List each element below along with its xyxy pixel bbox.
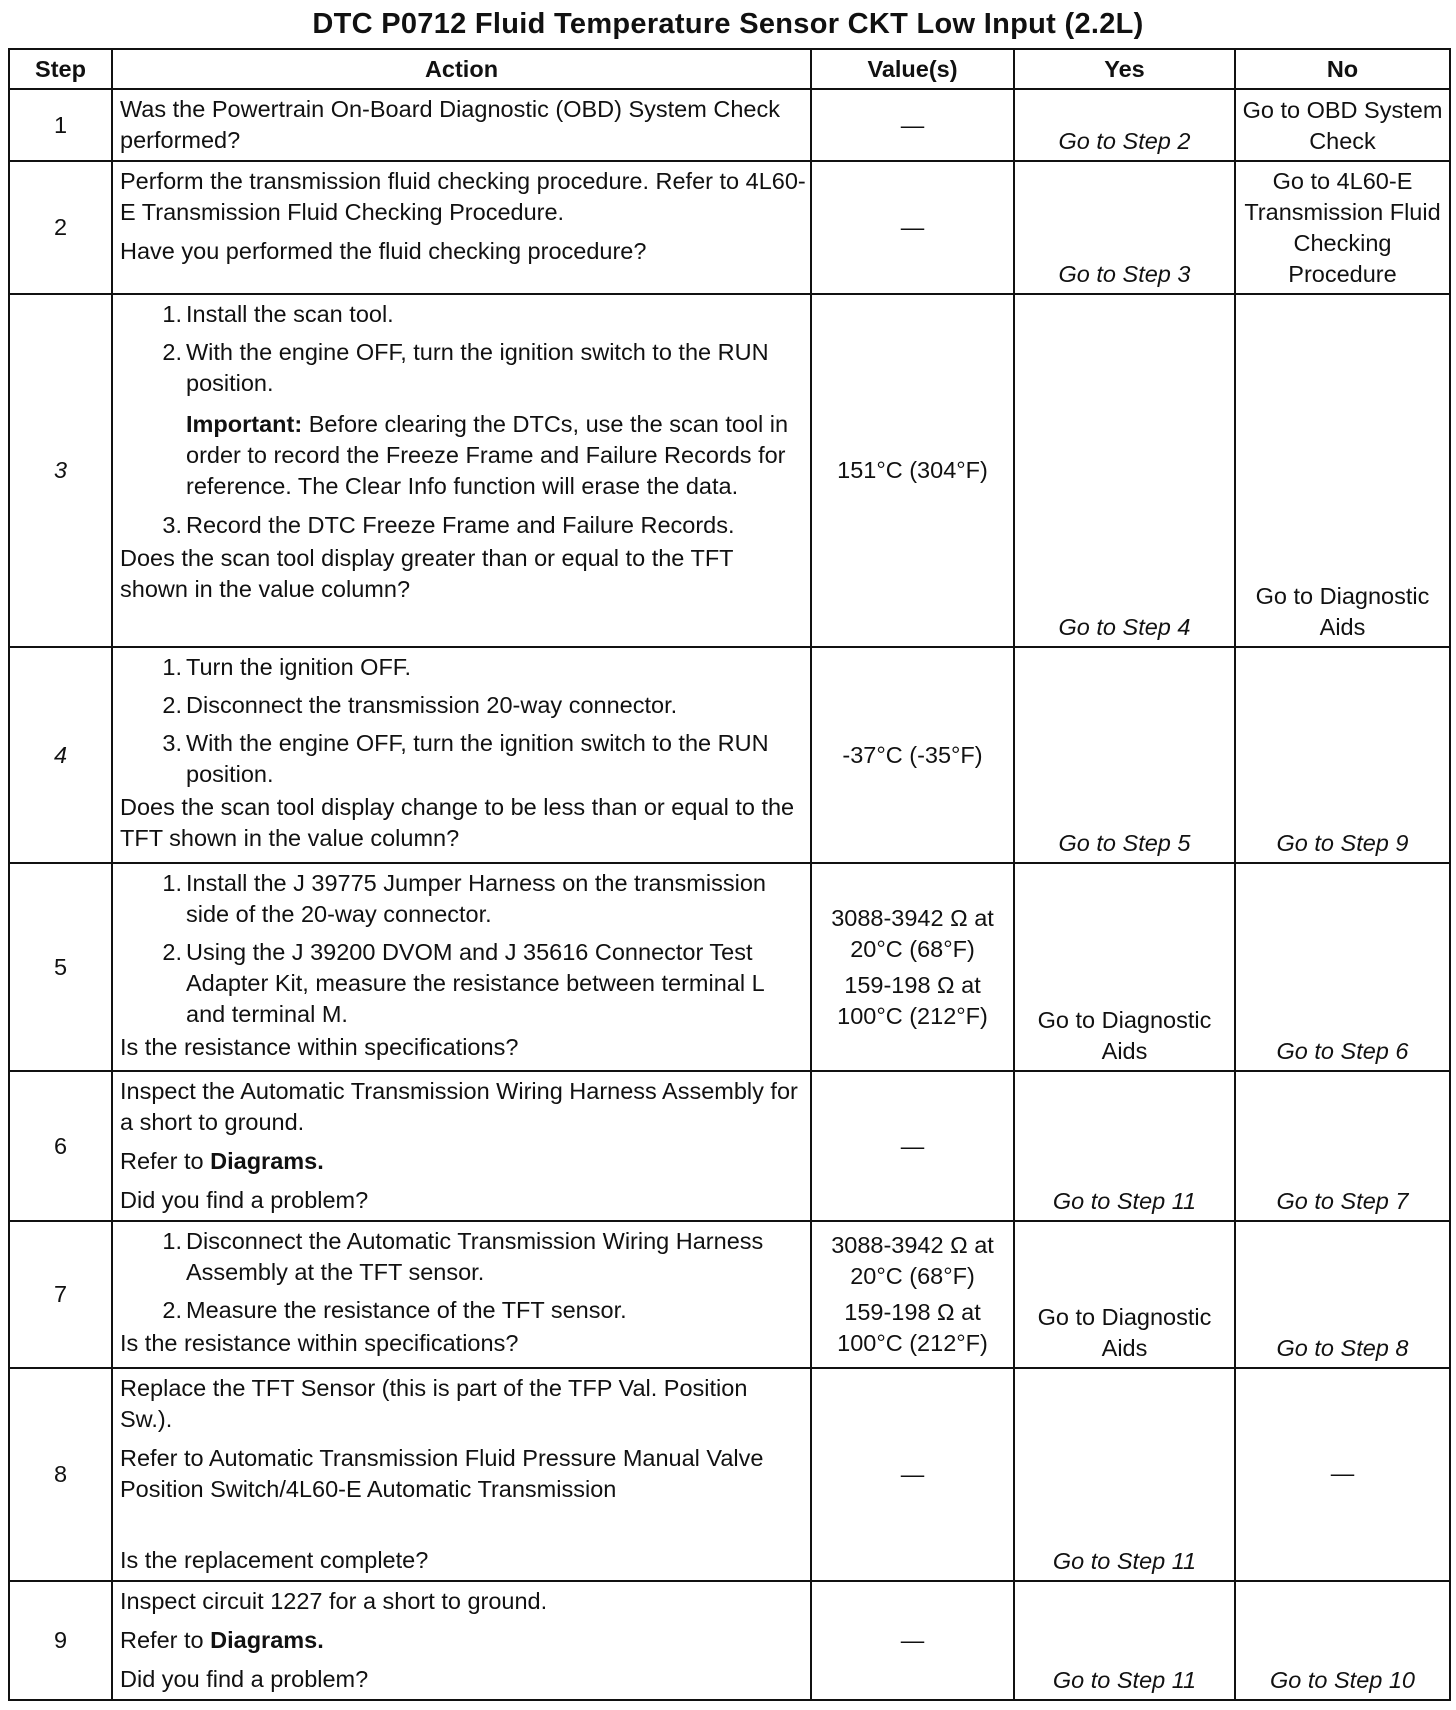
action-refer: Refer to Diagrams. (120, 1148, 324, 1174)
step-number: 6 (9, 1071, 112, 1221)
action-question: Was the Powertrain On-Board Diagnostic (OBD) System Check performed? (120, 96, 780, 153)
list-item: 2. With the engine OFF, turn the ignition switch to the RUN position. (162, 339, 769, 396)
action-cell (112, 1071, 811, 1221)
step-number: 3 (9, 294, 112, 647)
diagnostic-table (8, 48, 1451, 1701)
action-question: Have you performed the fluid checking procedure? (120, 238, 647, 264)
value-cell (811, 1221, 1014, 1368)
value-cell: — (811, 161, 1014, 294)
table-row (9, 1368, 1450, 1581)
yes-cell: Go to Diagnostic Aids (1014, 1221, 1235, 1368)
header-action: Action (112, 49, 811, 89)
list-item: 1. Install the J 39775 Jumper Harness on the transmission side of the 20-way connector. (162, 870, 766, 927)
page-title: DTC P0712 Fluid Temperature Sensor CKT Low Input (2.2L) (312, 8, 1144, 40)
list-item: 2. Using the J 39200 DVOM and J 35616 Connector Test Adapter Kit, measure the resistance between terminal L and terminal M. (162, 939, 764, 1027)
action-question: Did you find a problem? (120, 1187, 369, 1213)
action-refer: Refer to Diagrams. (120, 1627, 324, 1653)
no-cell: Go to Step 10 (1235, 1581, 1450, 1700)
yes-cell: Go to Step 4 (1014, 294, 1235, 647)
value-cell: — (811, 1071, 1014, 1221)
value-cell: — (811, 1581, 1014, 1700)
no-cell: Go to Step 8 (1235, 1221, 1450, 1368)
action-cell (112, 89, 811, 161)
step-number: 4 (9, 647, 112, 863)
header-no: No (1235, 49, 1450, 89)
yes-cell: Go to Diagnostic Aids (1014, 863, 1235, 1071)
no-cell: Go to Step 9 (1235, 647, 1450, 863)
value-cell: — (811, 1368, 1014, 1581)
yes-cell: Go to Step 3 (1014, 161, 1235, 294)
action-text: Inspect the Automatic Transmission Wiring Harness Assembly for a short to ground. (120, 1078, 798, 1135)
no-cell: Go to OBD System Check (1235, 89, 1450, 161)
header-step: Step (9, 49, 112, 89)
table-row (9, 161, 1450, 294)
action-cell (112, 294, 811, 647)
yes-cell: Go to Step 2 (1014, 89, 1235, 161)
list-item: 2. Disconnect the transmission 20-way connector. (162, 692, 678, 718)
action-cell (112, 863, 811, 1071)
important-note: Important: Before clearing the DTCs, use the scan tool in order to record the Freeze Frame and Failure Records for reference. The Clear Info function will erase the data. (186, 411, 789, 499)
no-cell: Go to Step 7 (1235, 1071, 1450, 1221)
action-question: Does the scan tool display greater than or equal to the TFT shown in the value column? (120, 545, 734, 602)
action-cell (112, 1581, 811, 1700)
step-number: 7 (9, 1221, 112, 1368)
action-text: Inspect circuit 1227 for a short to ground. (120, 1588, 548, 1614)
table-row (9, 89, 1450, 161)
value-cell: 151°C (304°F) (811, 294, 1014, 647)
header-row (9, 49, 1450, 89)
list-item: 1. Turn the ignition OFF. (162, 654, 412, 680)
action-cell (112, 1221, 811, 1368)
yes-cell: Go to Step 11 (1014, 1368, 1235, 1581)
action-text: Replace the TFT Sensor (this is part of the TFP Val. Position Sw.). (120, 1375, 748, 1432)
action-cell (112, 647, 811, 863)
action-question: Did you find a problem? (120, 1666, 369, 1692)
yes-cell: Go to Step 11 (1014, 1071, 1235, 1221)
step-number: 1 (9, 89, 112, 161)
value-cell (811, 863, 1014, 1071)
action-refer: Refer to Automatic Transmission Fluid Pressure Manual Valve Position Switch/4L60-E Automatic Transmission (120, 1445, 764, 1502)
list-item: 3. With the engine OFF, turn the ignition switch to the RUN position. (162, 730, 769, 787)
no-cell: Go to Diagnostic Aids (1235, 294, 1450, 647)
action-text: Perform the transmission fluid checking procedure. Refer to 4L60-E Transmission Fluid Checking Procedure. (120, 168, 806, 225)
list-item: 1. Install the scan tool. (162, 301, 394, 327)
no-cell: — (1235, 1368, 1450, 1581)
step-number: 9 (9, 1581, 112, 1700)
no-cell: Go to 4L60-E Transmission Fluid Checking Procedure (1235, 161, 1450, 294)
action-question: Is the resistance within specifications? (120, 1330, 519, 1356)
table-row (9, 863, 1450, 1071)
spacer (120, 1505, 806, 1545)
value-spec-100c: 159-198 Ω at 100°C (212°F) (837, 1299, 988, 1356)
list-item: 3. Record the DTC Freeze Frame and Failure Records. (162, 512, 735, 538)
value-cell: — (811, 89, 1014, 161)
value-spec-100c: 159-198 Ω at 100°C (212°F) (837, 971, 988, 1029)
step-number: 2 (9, 161, 112, 294)
table-row (9, 1581, 1450, 1700)
diagrams-link[interactable]: Diagrams. (210, 1148, 324, 1174)
action-question: Is the replacement complete? (120, 1547, 429, 1573)
header-yes: Yes (1014, 49, 1235, 89)
action-question: Is the resistance within specifications? (120, 1034, 519, 1060)
yes-cell: Go to Step 5 (1014, 647, 1235, 863)
action-cell (112, 161, 811, 294)
header-values: Value(s) (811, 49, 1014, 89)
table-row (9, 1221, 1450, 1368)
table-row (9, 1071, 1450, 1221)
table-row (9, 294, 1450, 647)
diagrams-link[interactable]: Diagrams. (210, 1627, 324, 1653)
yes-cell: Go to Step 11 (1014, 1581, 1235, 1700)
step-number: 8 (9, 1368, 112, 1581)
list-item: 1. Disconnect the Automatic Transmission Wiring Harness Assembly at the TFT sensor. (162, 1228, 764, 1285)
action-question: Does the scan tool display change to be less than or equal to the TFT shown in the value column? (120, 794, 795, 851)
value-cell: -37°C (-35°F) (811, 647, 1014, 863)
value-spec-20c: 3088-3942 Ω at 20°C (68°F) (831, 904, 994, 962)
value-spec-20c: 3088-3942 Ω at 20°C (68°F) (831, 1232, 994, 1289)
action-cell (112, 1368, 811, 1581)
list-item: 2. Measure the resistance of the TFT sensor. (162, 1297, 627, 1323)
step-number: 5 (9, 863, 112, 1071)
table-row (9, 647, 1450, 863)
no-cell: Go to Step 6 (1235, 863, 1450, 1071)
